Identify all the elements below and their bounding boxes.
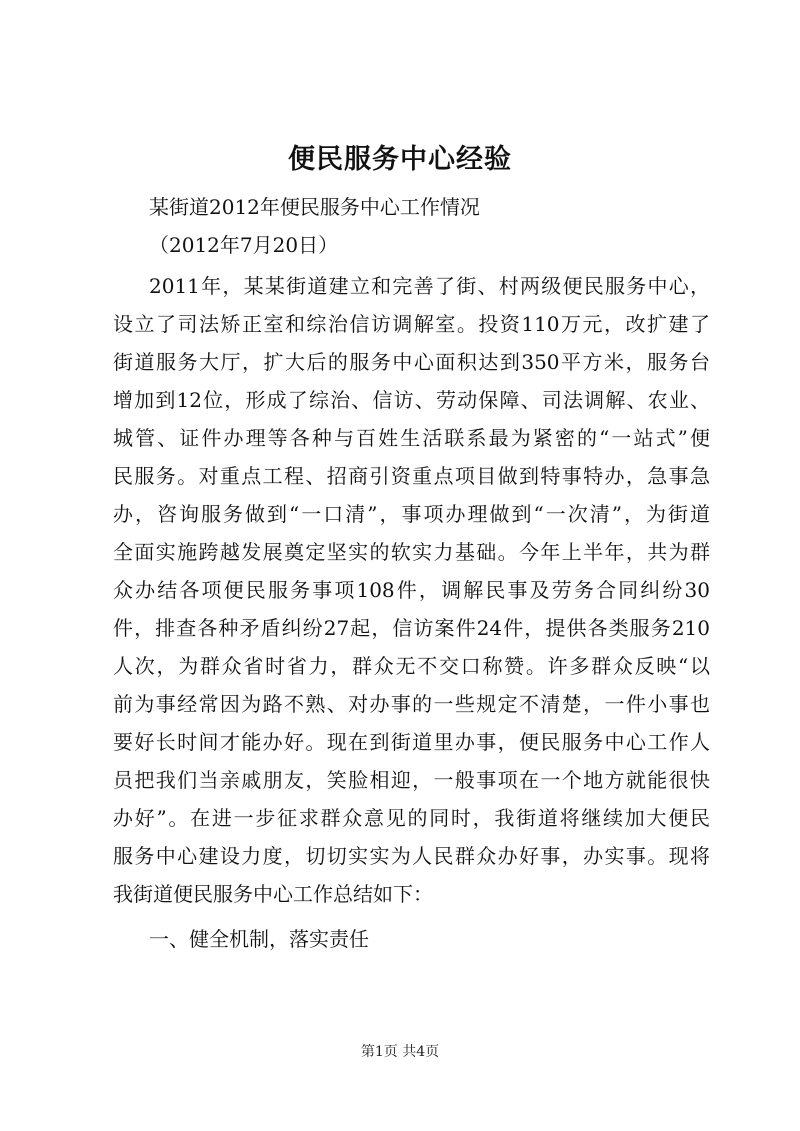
body-line: 全面实施跨越发展奠定坚实的软实力基础。今年上半年，共为群 [113, 540, 710, 564]
section-heading: 一、健全机制，落实责任 [149, 927, 369, 951]
body-line: 件，排查各种矛盾纠纷27起，信访案件24件，提供各类服务210 [113, 616, 710, 640]
body-line: 设立了司法矫正室和综治信访调解室。投资110万元，改扩建了 [113, 312, 710, 336]
body-line: 我街道便民服务中心工作总结如下： [113, 882, 433, 906]
body-line: 前为事经常因为路不熟、对办事的一些规定不清楚，一件小事也 [113, 692, 710, 716]
body-line: 员把我们当亲戚朋友，笑脸相迎，一般事项在一个地方就能很快 [113, 768, 710, 792]
body-line: 人次，为群众省时省力，群众无不交口称赞。许多群众反映“以 [113, 654, 710, 678]
body-line: 众办结各项便民服务事项108件，调解民事及劳务合同纠纷30 [113, 578, 710, 602]
body-line: 街道服务大厅，扩大后的服务中心面积达到350平方米，服务台 [113, 350, 710, 374]
body-line: 民服务。对重点工程、招商引资重点项目做到特事特办，急事急 [113, 464, 710, 488]
body-line: 2011年，某某街道建立和完善了街、村两级便民服务中心， [149, 274, 710, 298]
body-line: 办，咨询服务做到“一口清”，事项办理做到“一次清”，为街道 [113, 502, 710, 526]
document-date: （2012年7月20日） [149, 233, 339, 257]
body-line: 城管、证件办理等各种与百姓生活联系最为紧密的“一站式”便 [113, 426, 710, 450]
page-number-footer: 第1页 共4页 [360, 1044, 440, 1060]
body-line: 服务中心建设力度，切切实实为人民群众办好事，办实事。现将 [113, 844, 710, 868]
body-line: 办好”。在进一步征求群众意见的同时，我街道将继续加大便民 [113, 806, 710, 830]
document-subtitle: 某街道2012年便民服务中心工作情况 [149, 195, 480, 219]
document-title: 便民服务中心经验 [288, 144, 512, 175]
body-line: 增加到12位，形成了综治、信访、劳动保障、司法调解、农业、 [113, 388, 710, 412]
body-line: 要好长时间才能办好。现在到街道里办事，便民服务中心工作人 [113, 730, 710, 754]
